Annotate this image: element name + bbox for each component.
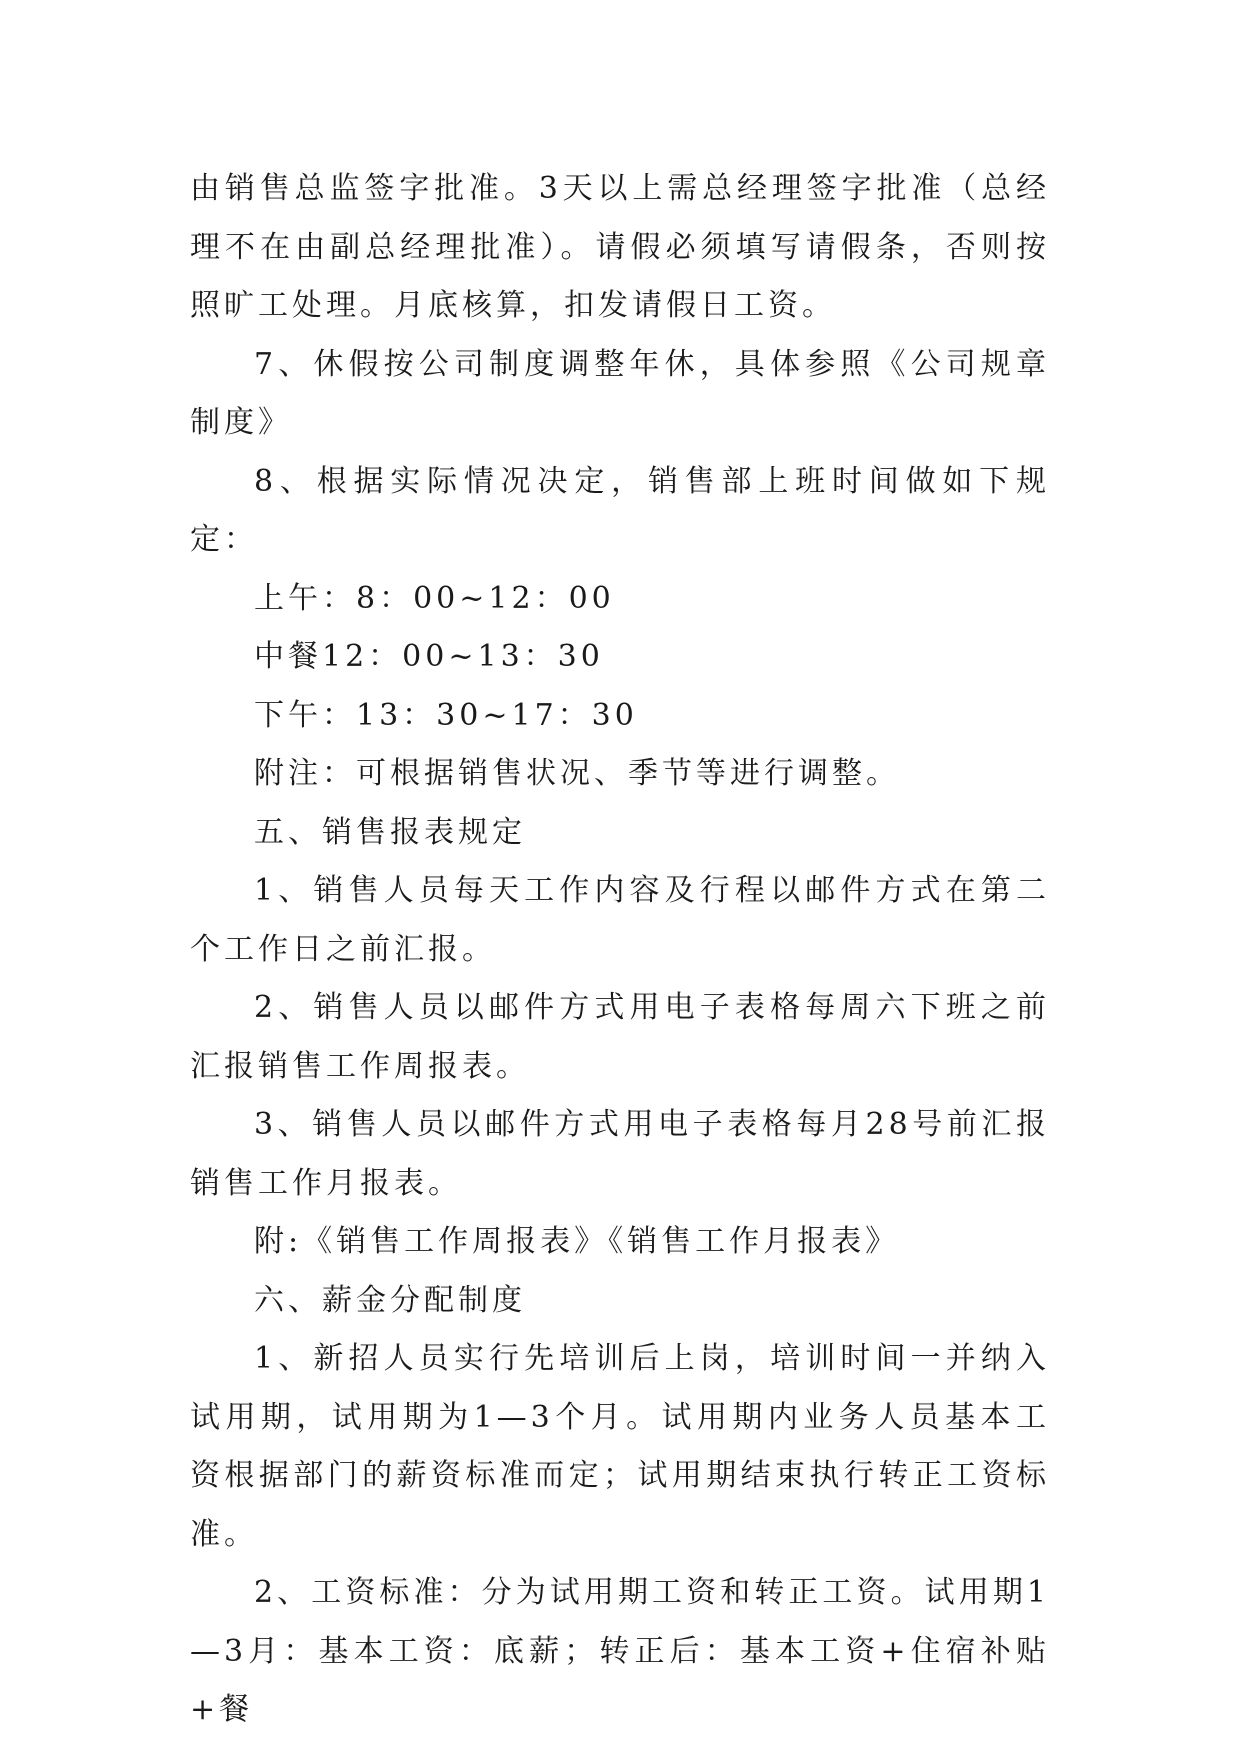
paragraph-leave-approval: 由销售总监签字批准。3天以上需总经理签字批准（总经理不在由副总经理批准）。请假必须填写请假条，否则按照旷工处理。月底核算，扣发请假日工资。 — [190, 171, 1050, 323]
paragraph-monthly-report: 3、销售人员以邮件方式用电子表格每月28号前汇报销售工作月报表。 — [190, 1107, 1050, 1201]
paragraph-working-hours: 8、根据实际情况决定，销售部上班时间做如下规定： — [190, 463, 1050, 557]
paragraph-probation: 1、新招人员实行先培训后上岗，培训时间一并纳入试用期，试用期为1—3个月。试用期内业务人员基本工资根据部门的薪资标准而定；试用期结束执行转正工资标准。 — [190, 1341, 1050, 1552]
paragraph-daily-report: 1、销售人员每天工作内容及行程以邮件方式在第二个工作日之前汇报。 — [190, 873, 1050, 967]
document-body — [190, 160, 1050, 1740]
paragraph-note: 附注：可根据销售状况、季节等进行调整。 — [254, 756, 900, 791]
section-heading-salary: 六、薪金分配制度 — [254, 1282, 526, 1318]
schedule-afternoon: 下午：13：30~17：30 — [254, 697, 638, 733]
schedule-lunch: 中餐12：00~13：30 — [254, 639, 604, 674]
paragraph-weekly-report: 2、销售人员以邮件方式用电子表格每周六下班之前汇报销售工作周报表。 — [190, 990, 1050, 1084]
paragraph-salary-standard: 2、工资标准：分为试用期工资和转正工资。试用期1—3月：基本工资：底薪；转正后：基本工资+住宿补贴+餐 — [190, 1575, 1050, 1727]
section-heading-sales-reports: 五、销售报表规定 — [254, 814, 526, 850]
paragraph-report-attachments: 附:《销售工作周报表》《销售工作月报表》 — [254, 1224, 900, 1259]
schedule-morning: 上午：8：00~12：00 — [254, 580, 615, 616]
paragraph-vacation: 7、休假按公司制度调整年休，具体参照《公司规章制度》 — [190, 346, 1050, 440]
